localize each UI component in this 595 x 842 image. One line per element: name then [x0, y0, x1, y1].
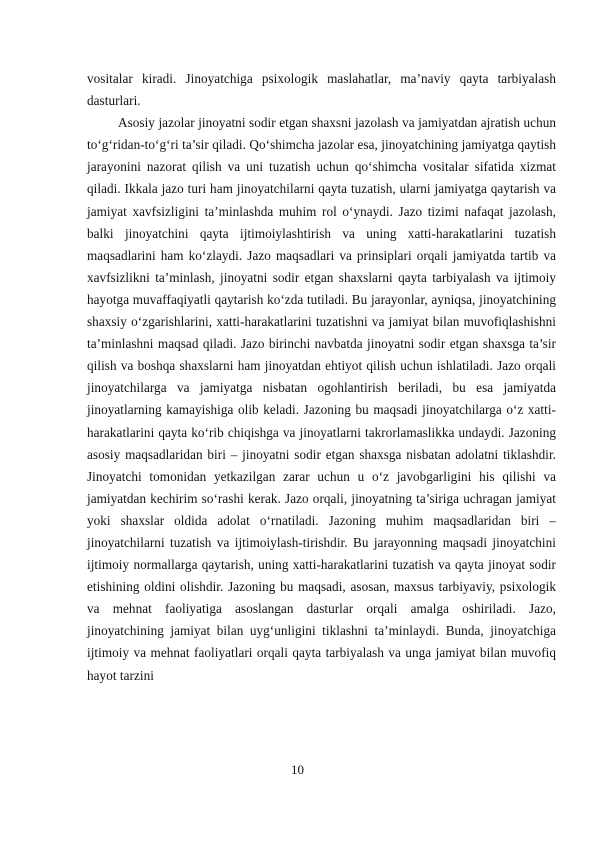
paragraph-continuation: vositalar kiradi. Jinoyatchiga psixologik maslahatlar, ma’naviy qayta tarbiyalash dasturlari.	[87, 71, 556, 109]
paragraph-main: Asosiy jazolar jinoyatni sodir etgan shaxsni jazolash va jamiyatdan ajratish uchun to‘g‘ridan-to‘g‘ri ta’sir qiladi. Qo‘shimcha jazolar esa, jinoyatchining jamiyatga qaytish jarayonini nazorat qilish va uni tuzatish uchun qo‘shimcha vositalar sifatida xizmat qiladi. Ikkala jazo turi ham jinoyatchilarni qayta tuzatish, ularni jamiyatga qaytarish va jamiyat xavfsizligini ta’minlashda muhim rol o‘ynaydi. Jazo tizimi nafaqat jazolash, balki jinoyatchini qayta ijtimoiylashtirish va uning xatti-harakatlarini tuzatish maqsadlarini ham ko‘zlaydi. Jazo maqsadlari va prinsiplari orqali jamiyatda tartib va xavfsizlikni ta’minlash, jinoyatni sodir etgan shaxslarni qayta tarbiyalash va ijtimoiy hayotga muvaffaqiyatli qaytarish ko‘zda tutiladi. Bu jarayonlar, ayniqsa, jinoyatchining shaxsiy o‘zgarishlarini, xatti-harakatlarini tuzatishni va jamiyat bilan muvofiqlashishni ta’minlashni maqsad qiladi. Jazo birinchi navbatda jinoyatni sodir etgan shaxsga ta’sir qilish va boshqa shaxslarni ham jinoyatdan ehtiyot qilish uchun ishlatiladi. Jazo orqali jinoyatchilarga va jamiyatga nisbatan ogohlantirish beriladi, bu esa jamiyatda jinoyatlarning kamayishiga olib keladi. Jazoning bu maqsadi jinoyatchilarga o‘z xatti-harakatlarini qayta ko‘rib chiqishga va jinoyatlarni takrorlamaslikka undaydi. Jazoning asosiy maqsadlaridan biri – jinoyatni sodir etgan shaxsga nisbatan adolatni tiklashdir. Jinoyatchi tomonidan yetkazilgan zarar uchun u o‘z javobgarligini his qilishi va jamiyatdan kechirim so‘rashi kerak. Jazo orqali, jinoyatning ta’siriga uchragan jamiyat yoki shaxslar oldida adolat o‘rnatiladi. Jazoning muhim maqsadlaridan biri – jinoyatchilarni tuzatish va ijtimoiylash-tirishdir. Bu jarayonning maqsadi jinoyatchini ijtimoiy normallarga qaytarish, uning xatti-harakatlarini tuzatish va qayta jinoyat sodir etishining oldini olishdir. Jazoning bu maqsadi, asosan, maxsus tarbiyaviy, psixologik va mehnat faoliyatiga asoslangan dasturlar orqali amalga oshiriladi. Jazo, jinoyatchining jamiyat bilan uyg‘unligini tiklashni ta’minlaydi. Bunda, jinoyatchiga ijtimoiy va mehnat faoliyatlari orqali qayta tarbiyalash va unga jamiyat bilan muvofiq hayot tarzini	[87, 115, 556, 683]
page-number: 10	[291, 762, 304, 777]
body-text	[87, 68, 556, 687]
